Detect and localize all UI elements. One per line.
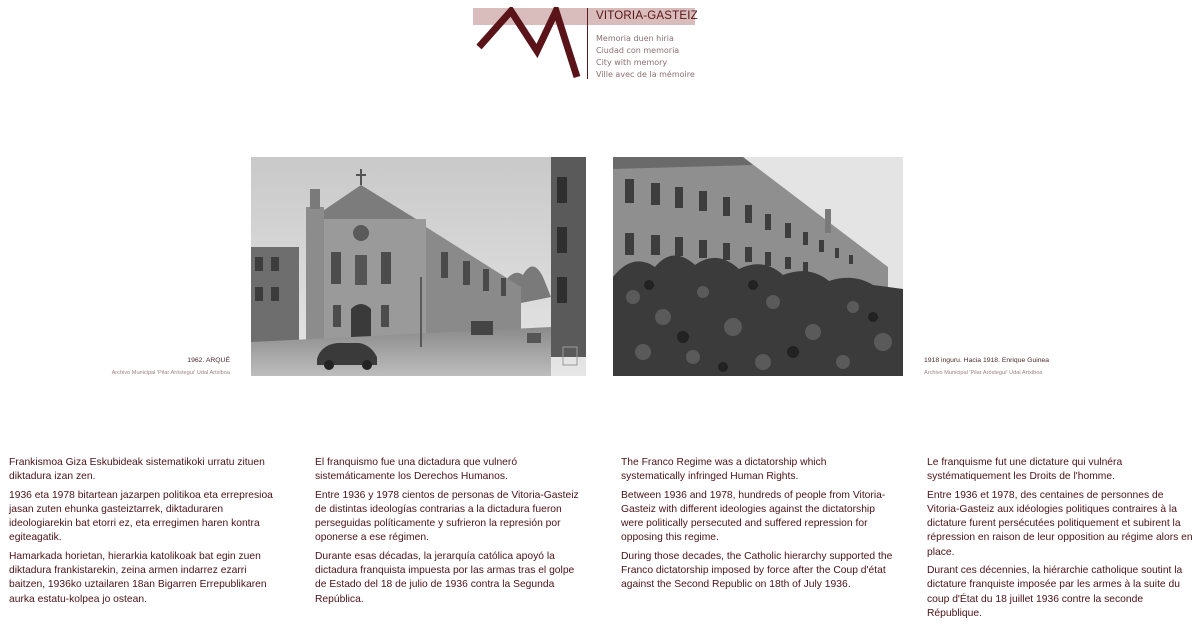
- text-column-basque: [9, 456, 281, 611]
- paragraph: Hamarkada horietan, hierarkia katolikoak bat egin zuen diktadura frankistarekin, zeina armen indarrez ezarri baitzen, 1936ko uztailaren 18an Bigarren Errepublikaren aurka estatu-kolpea jo ostean.: [9, 550, 267, 605]
- photo-caption-church: [112, 357, 230, 376]
- photo-barracks: [613, 157, 903, 376]
- site-title: VITORIA-GASTEIZ: [596, 10, 698, 22]
- tagline-es: Ciudad con memoria: [596, 46, 680, 55]
- photo-church: [251, 157, 586, 376]
- text-column-french: [927, 456, 1194, 625]
- tagline-fr: Ville avec de la mémoire: [596, 70, 695, 79]
- paragraph: Durant ces décennies, la hiérarchie catholique soutint la dictature franquiste imposée par les armes à la suite du coup d'État du 18 juillet 1936 contre la seconde République.: [927, 565, 1183, 619]
- paragraph: Durante esas décadas, la jerarquía católica apoyó la dictadura franquista impuesta por las armas tras el golpe de Estado del 18 de julio de 1936 contra la Segunda República.: [315, 550, 575, 605]
- tagline-en: City with memory: [596, 58, 668, 67]
- text-column-spanish: [315, 456, 587, 611]
- paragraph: 1936 eta 1978 bitartean jazarpen politikoa eta errepresioa jasan zuten ehunka gasteiztarrek, diktaduraren ideologiarekin bat etorri ez, eta erregimen haren kontra egiteagatik.: [9, 489, 273, 544]
- logo-divider: [587, 8, 588, 79]
- m-logo-icon: [473, 7, 585, 79]
- paragraph: Between 1936 and 1978, hundreds of people from Vitoria-Gasteiz with different ideologies against the dictatorship were politically persecuted and suffered repression for opposing this regime.: [621, 489, 886, 544]
- tagline-eu: Memoria duen hiria: [596, 34, 674, 43]
- paragraph: Entre 1936 et 1978, des centaines de personnes de Vitoria-Gasteiz aux idéologies politiques contraires à la dictature furent persécutées politiquement et subirent la répression en raison de leur opposition au régime alors en place.: [927, 489, 1193, 558]
- paragraph: Frankismoa Giza Eskubideak sistematikoki urratu zituen diktadura izan zen.: [9, 457, 265, 483]
- photo-caption-barracks: [924, 357, 1049, 376]
- text-column-english: [621, 456, 893, 597]
- photo-caption-source: Archivo Municipal 'Pilar Aróstegui' Udal Artxiboa: [111, 370, 230, 376]
- paragraph: The Franco Regime was a dictatorship which systematically infringed Human Rights.: [621, 457, 827, 483]
- paragraph: During those decades, the Catholic hierarchy supported the Franco dictatorship imposed by force after the Coup d'état against the Second Republic on 18th of July 1936.: [621, 550, 893, 591]
- photo-caption-source: Archivo Municipal 'Pilar Aróstegui' Udal Artxiboa: [924, 370, 1043, 376]
- photo-caption-title: 1918 inguru. Hacia 1918. Enrique Guinea: [924, 357, 1050, 364]
- site-logo[interactable]: [473, 7, 703, 82]
- paragraph: Le franquisme fut une dictature qui vulnéra systématiquement les Droits de l'homme.: [927, 457, 1123, 483]
- paragraph: El franquismo fue una dictadura que vulneró sistemáticamente los Derechos Humanos.: [315, 457, 518, 483]
- paragraph: Entre 1936 y 1978 cientos de personas de Vitoria-Gasteiz de distintas ideologías contrarias a la dictadura fueron perseguidas políticamente y sufrieron la represión por oponerse a ese régimen.: [315, 489, 579, 544]
- photo-caption-title: 1962. ARQUÉ: [187, 357, 230, 364]
